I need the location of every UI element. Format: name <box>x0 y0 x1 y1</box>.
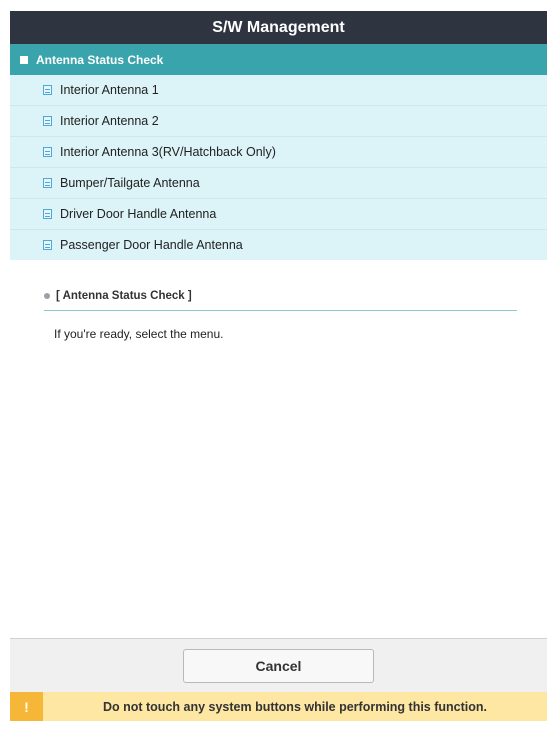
menu-item-label: Interior Antenna 2 <box>60 114 159 128</box>
exclamation-icon: ! <box>10 692 43 721</box>
document-icon <box>43 209 52 219</box>
footer-bar <box>10 638 547 692</box>
menu-item-label: Interior Antenna 3(RV/Hatchback Only) <box>60 145 276 159</box>
menu-item-bumper-tailgate-antenna[interactable] <box>10 168 547 199</box>
menu-item-interior-antenna-3[interactable] <box>10 137 547 168</box>
document-icon <box>43 85 52 95</box>
menu-item-label: Passenger Door Handle Antenna <box>60 238 243 252</box>
document-icon <box>43 178 52 188</box>
warning-banner <box>10 692 547 721</box>
document-icon <box>43 116 52 126</box>
menu-item-label: Bumper/Tailgate Antenna <box>60 176 200 190</box>
menu-header-antenna-status-check[interactable] <box>10 44 547 75</box>
menu-header-label: Antenna Status Check <box>36 52 164 67</box>
antenna-menu <box>10 44 547 260</box>
menu-item-driver-door-handle-antenna[interactable] <box>10 199 547 230</box>
section-title-label: [ Antenna Status Check ] <box>56 290 192 302</box>
section-message: If you're ready, select the menu. <box>54 327 224 341</box>
document-icon <box>43 147 52 157</box>
document-icon <box>43 240 52 250</box>
warning-text: Do not touch any system buttons while performing this function. <box>102 699 488 714</box>
menu-item-interior-antenna-1[interactable] <box>10 75 547 106</box>
window-title: S/W Management <box>10 11 547 44</box>
status-section <box>44 290 517 341</box>
menu-item-interior-antenna-2[interactable] <box>10 106 547 137</box>
section-title <box>44 290 517 311</box>
menu-item-label: Interior Antenna 1 <box>60 83 159 97</box>
dot-bullet-icon <box>44 293 50 299</box>
menu-item-label: Driver Door Handle Antenna <box>60 207 217 221</box>
square-bullet-icon <box>20 56 28 64</box>
menu-item-passenger-door-handle-antenna[interactable] <box>10 230 547 260</box>
cancel-button[interactable]: Cancel <box>183 649 374 683</box>
